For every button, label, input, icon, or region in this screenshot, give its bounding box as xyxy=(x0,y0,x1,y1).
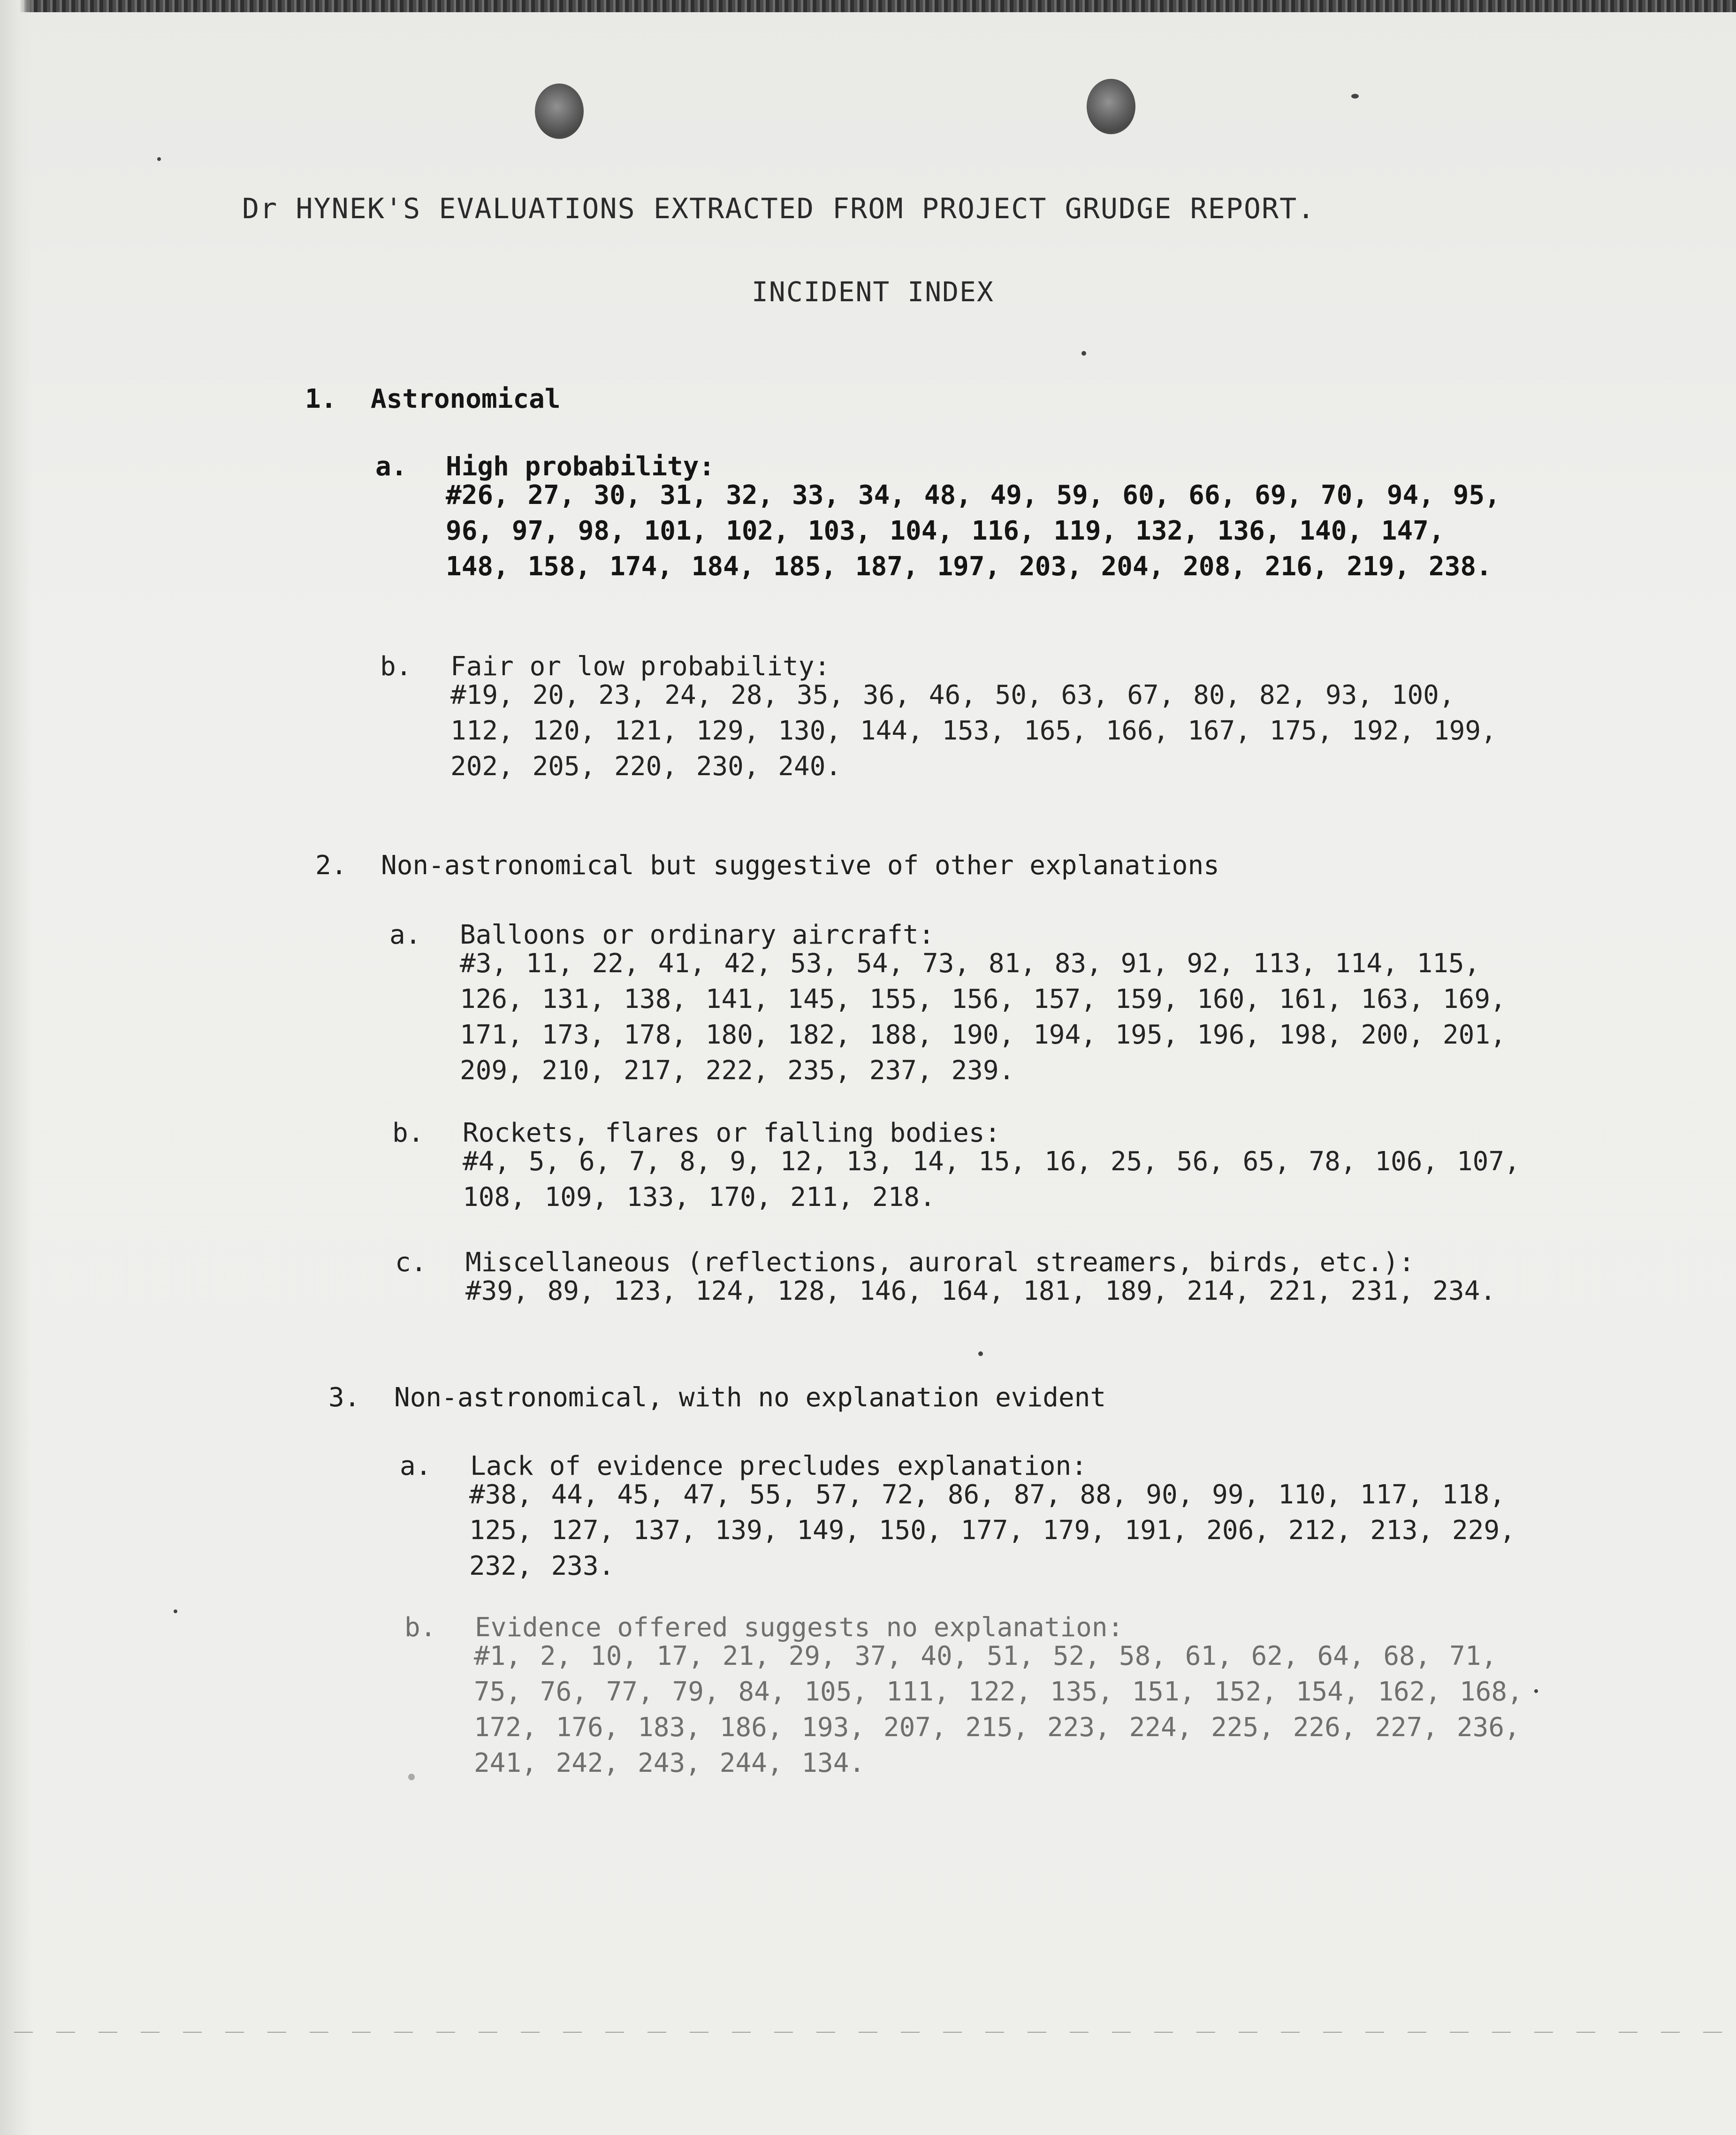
document-title: Dr HYNEK'S EVALUATIONS EXTRACTED FROM PROJECT GRUDGE REPORT. xyxy=(242,192,1316,225)
section-heading xyxy=(305,384,561,414)
scan-speck xyxy=(978,1351,983,1356)
section-title: Astronomical xyxy=(371,384,561,414)
subsection-letter: a. xyxy=(400,1451,432,1481)
subsection-letter: c. xyxy=(395,1247,427,1278)
section-heading xyxy=(315,850,1219,881)
section-title: Non-astronomical, with no explanation evident xyxy=(394,1382,1106,1413)
subsection-letter: a. xyxy=(389,920,421,950)
scan-speck xyxy=(157,157,161,161)
subsection-title: Miscellaneous (reflections, auroral streamers, birds, etc.): xyxy=(465,1247,1415,1278)
document-subtitle: INCIDENT INDEX xyxy=(752,276,994,308)
scan-top-edge xyxy=(0,0,1736,12)
incident-number-list: #3, 11, 22, 41, 42, 53, 54, 73, 81, 83, 91, 92, 113, 114, 115, 126, 131, 138, 141, 145, 155, 156, 157, 159, 160, 161, 163, 169, 171, 173, 178, 180, 182, 188, 190, 194, 195, 196, 198, 200, 201, 209, 210, 217, 222, 235, 237, 239. xyxy=(460,948,1506,1086)
section-number: 1. xyxy=(305,384,337,414)
subsection-title: Fair or low probability: xyxy=(450,651,830,682)
subsection-title: Balloons or ordinary aircraft: xyxy=(460,920,935,950)
incident-number-list: #39, 89, 123, 124, 128, 146, 164, 181, 189, 214, 221, 231, 234. xyxy=(465,1276,1496,1306)
scan-speck xyxy=(1081,351,1086,356)
incident-number-list: #4, 5, 6, 7, 8, 9, 12, 13, 14, 15, 16, 25, 56, 65, 78, 106, 107, 108, 109, 133, 170, 211, 218. xyxy=(463,1146,1520,1212)
subsection-title: High probability: xyxy=(446,451,715,482)
scan-speck xyxy=(1534,1689,1538,1693)
incident-number-list: #1, 2, 10, 17, 21, 29, 37, 40, 51, 52, 58, 61, 62, 64, 68, 71, 75, 76, 77, 79, 84, 105, 111, 122, 135, 151, 152, 154, 162, 168, 172, 176, 183, 186, 193, 207, 215, 223, 224, 225, 226, 227, 236, 241, 242, 243, 244, 134. xyxy=(474,1641,1523,1778)
section-title: Non-astronomical but suggestive of other explanations xyxy=(381,850,1219,881)
scan-speck xyxy=(408,1774,415,1780)
subsection-title: Evidence offered suggests no explanation: xyxy=(475,1612,1124,1643)
subsection-letter: b. xyxy=(380,651,412,682)
section-number: 2. xyxy=(315,850,347,881)
subsection-title: Rockets, flares or falling bodies: xyxy=(463,1118,1001,1148)
punch-hole-left xyxy=(535,84,584,139)
incident-number-list: #26, 27, 30, 31, 32, 33, 34, 48, 49, 59, 60, 66, 69, 70, 94, 95, 96, 97, 98, 101, 102, 103, 104, 116, 119, 132, 136, 140, 147, 148, 158, 174, 184, 185, 187, 197, 203, 204, 208, 216, 219, 238. xyxy=(446,480,1500,582)
subsection-letter: a. xyxy=(375,451,407,482)
incident-number-list: #19, 20, 23, 24, 28, 35, 36, 46, 50, 63, 67, 80, 82, 93, 100, 112, 120, 121, 129, 130, 144, 153, 165, 166, 167, 175, 192, 199, 202, 205, 220, 230, 240. xyxy=(450,680,1497,782)
scan-speck xyxy=(174,1609,177,1613)
bottom-dashed-line xyxy=(14,2032,1722,2033)
incident-number-list: #38, 44, 45, 47, 55, 57, 72, 86, 87, 88, 90, 99, 110, 117, 118, 125, 127, 137, 139, 149, 150, 177, 179, 191, 206, 212, 213, 229, 232, 233. xyxy=(469,1479,1515,1581)
section-heading xyxy=(328,1382,1106,1413)
subsection-title: Lack of evidence precludes explanation: xyxy=(470,1451,1087,1481)
punch-hole-right xyxy=(1087,79,1135,134)
scan-speck xyxy=(1351,94,1359,99)
section-number: 3. xyxy=(328,1382,360,1413)
subsection-letter: b. xyxy=(392,1118,424,1148)
subsection-letter: b. xyxy=(404,1612,436,1643)
scan-left-edge xyxy=(0,0,33,2135)
